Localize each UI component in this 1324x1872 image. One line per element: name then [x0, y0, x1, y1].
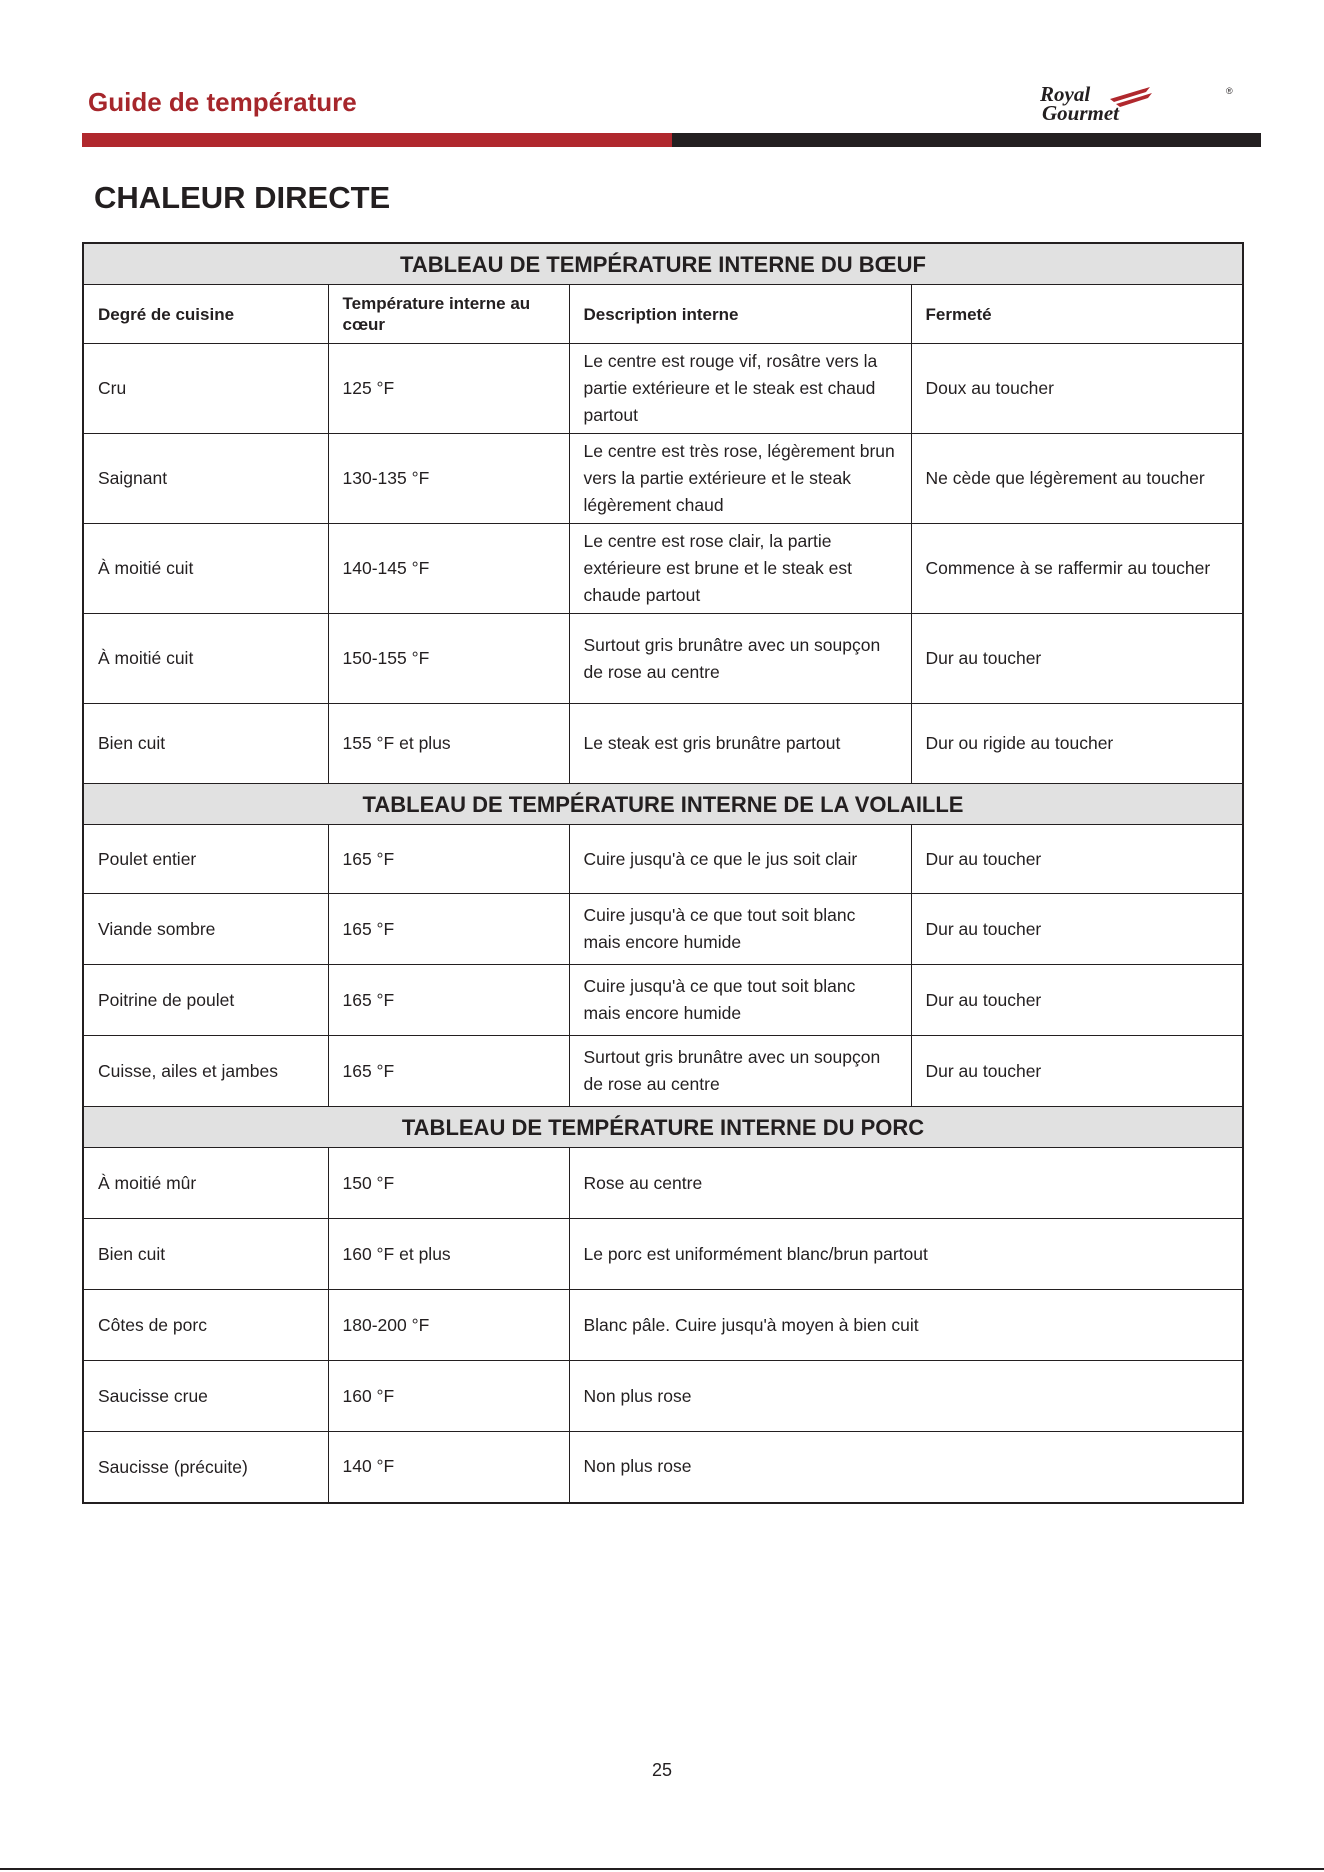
cell-firmness: Dur au toucher: [911, 965, 1243, 1036]
cell-desc: Cuire jusqu'à ce que tout soit blanc mais encore humide: [569, 965, 911, 1036]
table-row: [83, 1361, 1243, 1432]
table-row: [83, 704, 1243, 784]
header-band-red: [82, 133, 672, 147]
table-row: [83, 614, 1243, 704]
column-header-row: [83, 285, 1243, 344]
cell-degree: Poulet entier: [83, 825, 328, 894]
cell-temp: 140-145 °F: [328, 524, 569, 614]
cell-desc: Cuire jusqu'à ce que le jus soit clair: [569, 825, 911, 894]
column-header-degree: Degré de cuisine: [83, 285, 328, 344]
poultry-table-title-row: [83, 784, 1243, 825]
cell-firmness: Ne cède que légèrement au toucher: [911, 434, 1243, 524]
table-row: [83, 965, 1243, 1036]
beef-table-title: TABLEAU DE TEMPÉRATURE INTERNE DU BŒUF: [83, 243, 1243, 285]
table-row: [83, 1036, 1243, 1107]
cell-firmness: Dur au toucher: [911, 1036, 1243, 1107]
cell-temp: 155 °F et plus: [328, 704, 569, 784]
table-row: [83, 1432, 1243, 1503]
cell-degree: À moitié mûr: [83, 1148, 328, 1219]
cell-desc: Le centre est rose clair, la partie extérieure est brune et le steak est chaude partout: [569, 524, 911, 614]
cell-degree: Cuisse, ailes et jambes: [83, 1036, 328, 1107]
cell-desc: Surtout gris brunâtre avec un soupçon de rose au centre: [569, 1036, 911, 1107]
cell-temp: 180-200 °F: [328, 1290, 569, 1361]
logo-word-gourmet: Gourmet: [1042, 101, 1120, 124]
table-row: [83, 344, 1243, 434]
cell-degree: À moitié cuit: [83, 614, 328, 704]
cell-degree: Saucisse crue: [83, 1361, 328, 1432]
table-row: [83, 524, 1243, 614]
section-title: CHALEUR DIRECTE: [94, 180, 391, 215]
cell-degree: Côtes de porc: [83, 1290, 328, 1361]
cell-temp: 165 °F: [328, 825, 569, 894]
cell-temp: 125 °F: [328, 344, 569, 434]
cell-desc: Non plus rose: [569, 1432, 1243, 1503]
page-number: 25: [651, 1760, 673, 1780]
cell-desc: Rose au centre: [569, 1148, 1243, 1219]
cell-firmness: Doux au toucher: [911, 344, 1243, 434]
royal-gourmet-logo: [1036, 84, 1236, 124]
cell-degree: Saucisse (précuite): [83, 1432, 328, 1503]
logo-registered-mark: ®: [1226, 86, 1233, 96]
cell-degree: Cru: [83, 344, 328, 434]
cell-desc: Cuire jusqu'à ce que tout soit blanc mais encore humide: [569, 894, 911, 965]
column-header-firmness: Fermeté: [911, 285, 1243, 344]
table-row: [83, 894, 1243, 965]
table-row: [83, 1148, 1243, 1219]
cell-temp: 160 °F: [328, 1361, 569, 1432]
cell-desc: Surtout gris brunâtre avec un soupçon de rose au centre: [569, 614, 911, 704]
table-row: [83, 434, 1243, 524]
header-band-dark: [672, 133, 1261, 147]
temperature-table: [82, 242, 1244, 1504]
cell-desc: Non plus rose: [569, 1361, 1243, 1432]
cell-degree: Saignant: [83, 434, 328, 524]
cell-desc: Le porc est uniformément blanc/brun partout: [569, 1219, 1243, 1290]
cell-firmness: Commence à se raffermir au toucher: [911, 524, 1243, 614]
cell-degree: Bien cuit: [83, 704, 328, 784]
table-row: [83, 825, 1243, 894]
poultry-table-title: TABLEAU DE TEMPÉRATURE INTERNE DE LA VOLAILLE: [83, 784, 1243, 825]
cell-degree: À moitié cuit: [83, 524, 328, 614]
bottom-rule: [0, 1868, 1324, 1870]
cell-degree: Viande sombre: [83, 894, 328, 965]
cell-firmness: Dur au toucher: [911, 894, 1243, 965]
table-row: [83, 1219, 1243, 1290]
cell-firmness: Dur ou rigide au toucher: [911, 704, 1243, 784]
cell-degree: Poitrine de poulet: [83, 965, 328, 1036]
column-header-temp: Température interne au cœur: [328, 285, 569, 344]
cell-temp: 150-155 °F: [328, 614, 569, 704]
column-header-desc: Description interne: [569, 285, 911, 344]
cell-desc: Blanc pâle. Cuire jusqu'à moyen à bien cuit: [569, 1290, 1243, 1361]
cell-temp: 140 °F: [328, 1432, 569, 1503]
beef-table-title-row: [83, 243, 1243, 285]
pork-table-title: TABLEAU DE TEMPÉRATURE INTERNE DU PORC: [83, 1107, 1243, 1148]
cell-temp: 130-135 °F: [328, 434, 569, 524]
cell-desc: Le centre est rouge vif, rosâtre vers la partie extérieure et le steak est chaud partout: [569, 344, 911, 434]
cell-temp: 165 °F: [328, 965, 569, 1036]
page-header-title: Guide de température: [88, 87, 357, 117]
cell-temp: 150 °F: [328, 1148, 569, 1219]
cell-temp: 165 °F: [328, 1036, 569, 1107]
cell-firmness: Dur au toucher: [911, 614, 1243, 704]
cell-temp: 165 °F: [328, 894, 569, 965]
cell-desc: Le steak est gris brunâtre partout: [569, 704, 911, 784]
logo-word-royal: Royal: [1040, 84, 1091, 106]
table-row: [83, 1290, 1243, 1361]
cell-firmness: Dur au toucher: [911, 825, 1243, 894]
cell-desc: Le centre est très rose, légèrement brun vers la partie extérieure et le steak légèrement chaud: [569, 434, 911, 524]
cell-degree: Bien cuit: [83, 1219, 328, 1290]
pork-table-title-row: [83, 1107, 1243, 1148]
cell-temp: 160 °F et plus: [328, 1219, 569, 1290]
